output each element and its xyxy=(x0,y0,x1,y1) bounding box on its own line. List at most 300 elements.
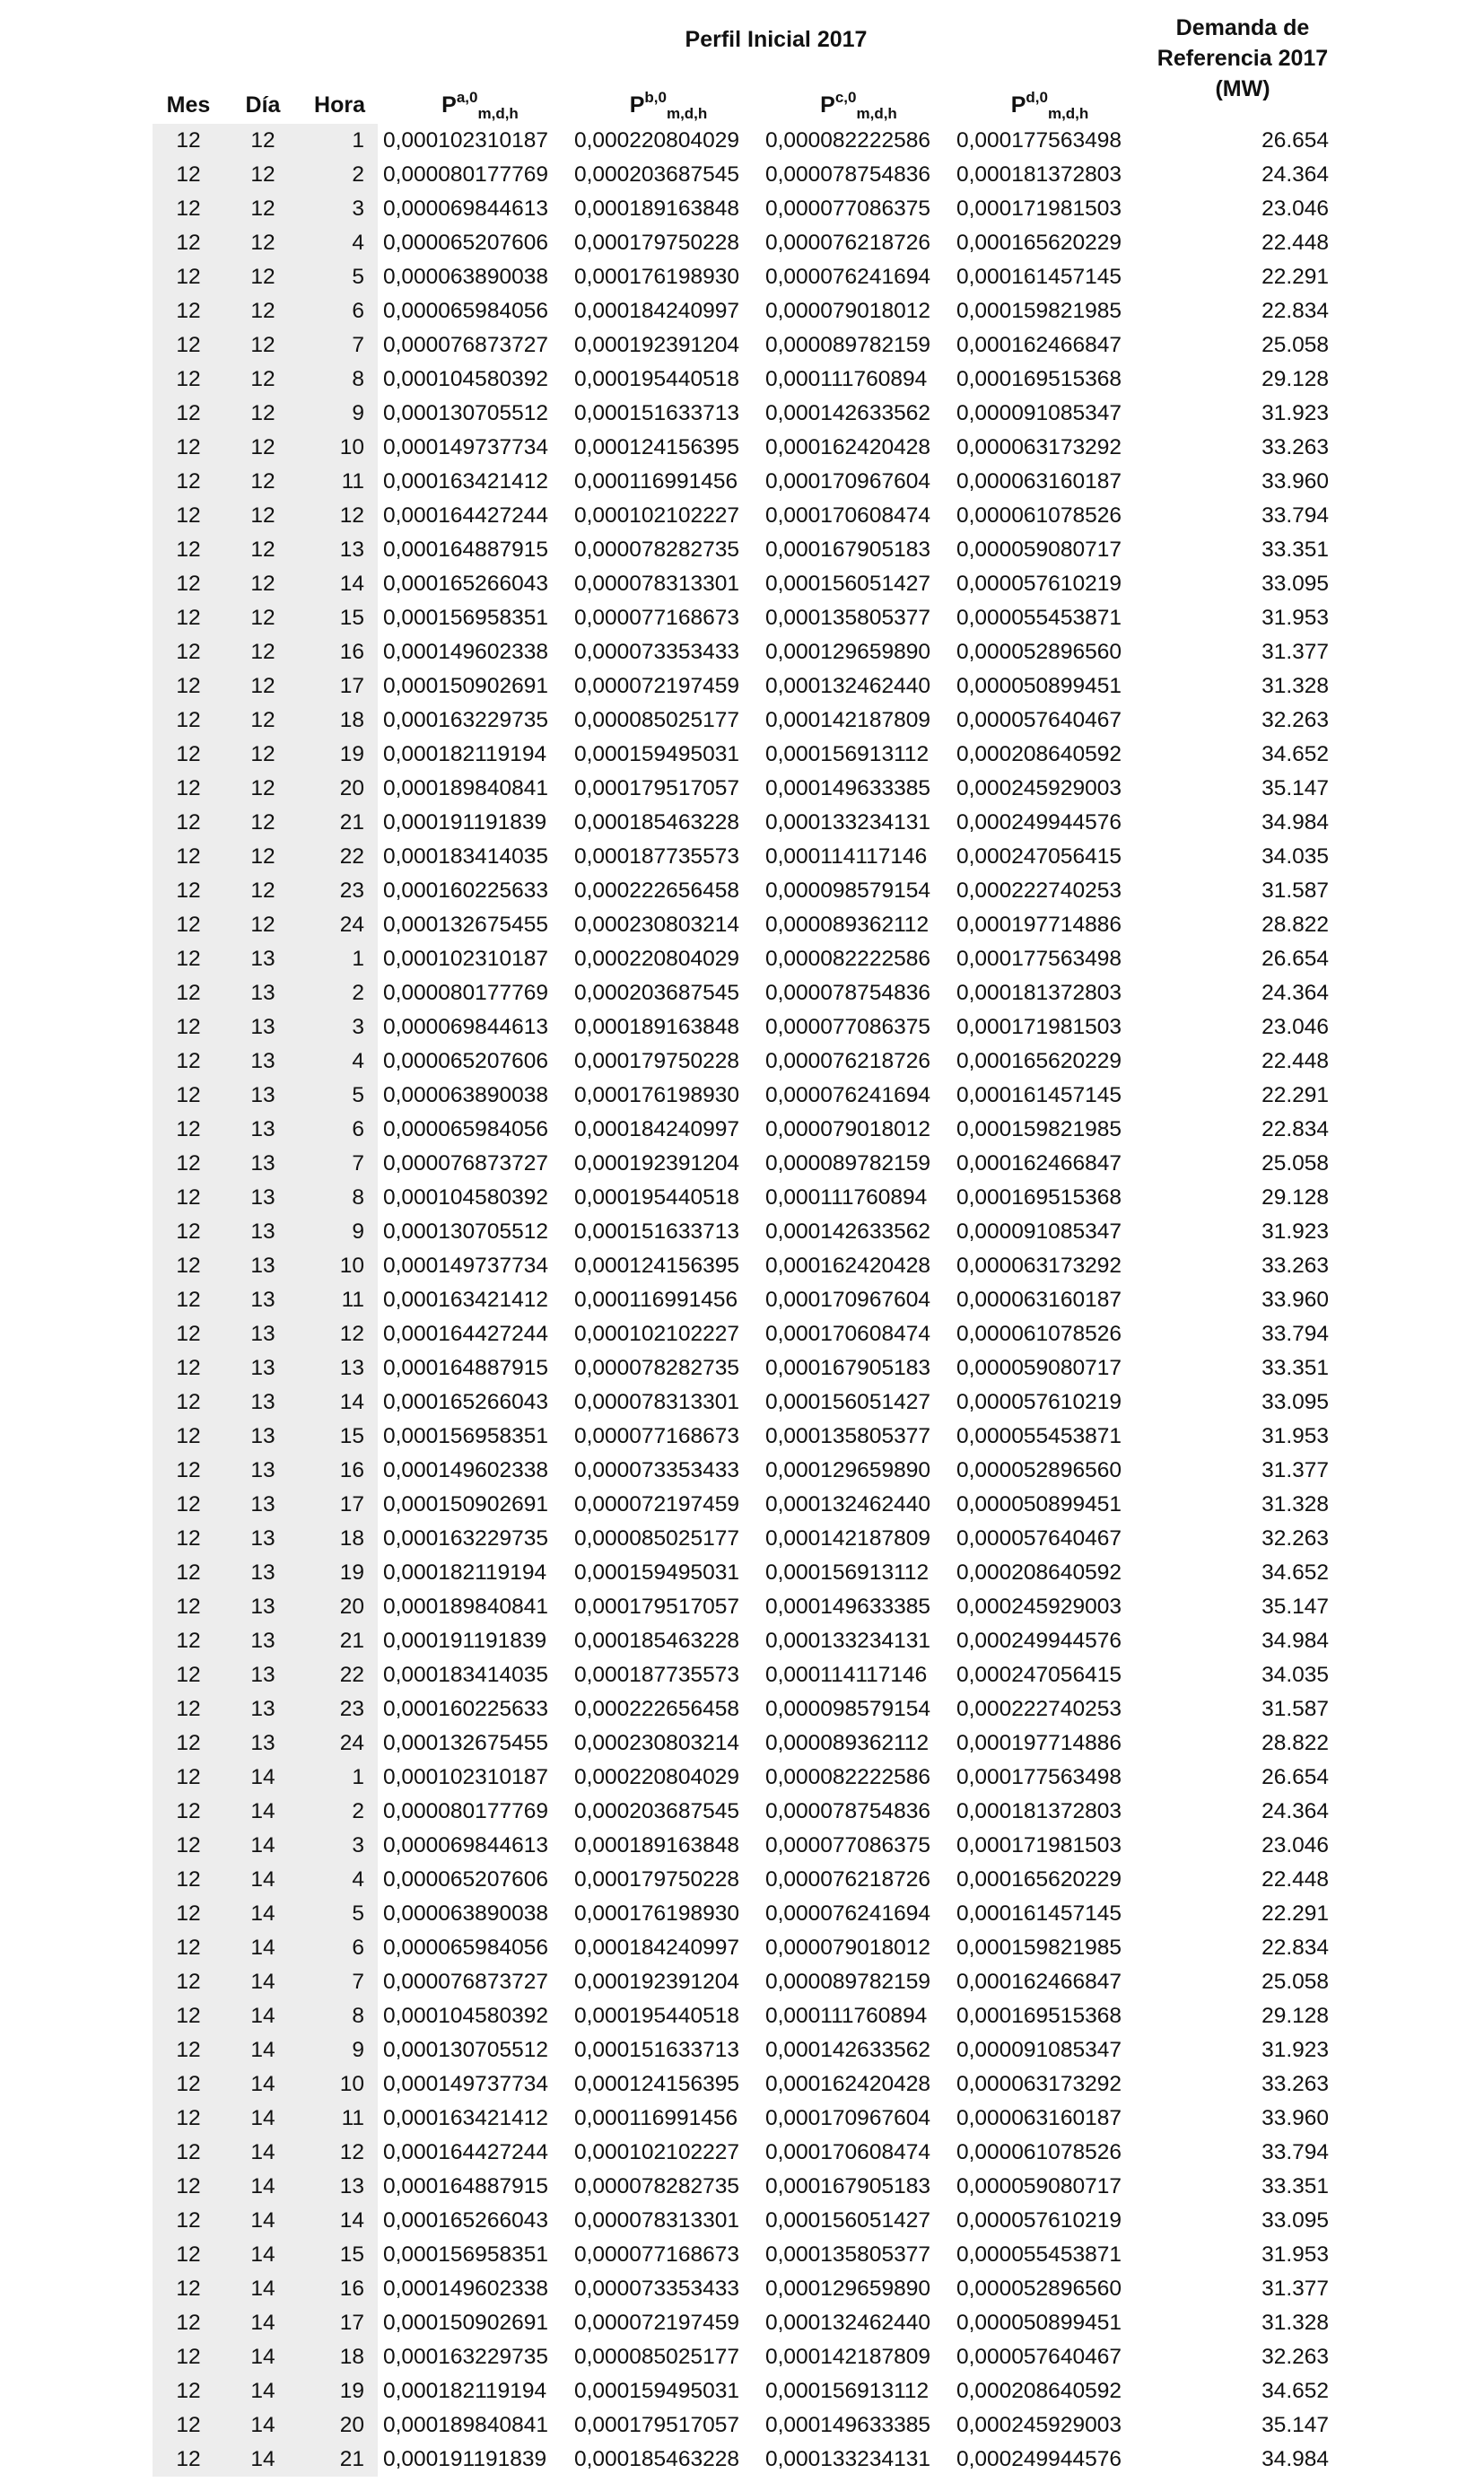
table-row xyxy=(0,158,1484,192)
header-pc-sup: c,0 xyxy=(834,89,857,106)
cell-pa: 0,000149737734 xyxy=(383,435,548,459)
table-row xyxy=(0,226,1484,260)
cell-pb: 0,000189163848 xyxy=(574,1833,739,1857)
cell-pc: 0,000167905183 xyxy=(765,538,930,562)
cell-demanda: 25.058 xyxy=(1261,1970,1329,1994)
header-hora: Hora xyxy=(314,92,365,118)
cell-hora: 20 xyxy=(339,1595,364,1619)
cell-pb: 0,000077168673 xyxy=(574,606,739,630)
cell-mes: 12 xyxy=(176,2174,201,2198)
cell-dia: 12 xyxy=(250,265,275,289)
cell-pd: 0,000245929003 xyxy=(956,2413,1122,2437)
cell-pc: 0,000076218726 xyxy=(765,231,930,255)
cell-dia: 12 xyxy=(250,708,275,732)
table-row xyxy=(0,1829,1484,1863)
cell-mes: 12 xyxy=(176,776,201,800)
cell-hora: 23 xyxy=(339,1697,364,1721)
cell-dia: 13 xyxy=(250,947,275,971)
table-row xyxy=(0,1283,1484,1317)
cell-mes: 12 xyxy=(176,2345,201,2369)
cell-dia: 13 xyxy=(250,1015,275,1039)
cell-pa: 0,000164427244 xyxy=(383,503,548,528)
cell-hora: 19 xyxy=(339,2379,364,2403)
cell-pa: 0,000065207606 xyxy=(383,1049,548,1073)
cell-pc: 0,000156913112 xyxy=(765,2379,930,2403)
cell-pc: 0,000129659890 xyxy=(765,2277,930,2301)
cell-pd: 0,000181372803 xyxy=(956,981,1122,1005)
cell-pc: 0,000079018012 xyxy=(765,1117,930,1141)
cell-pa: 0,000156958351 xyxy=(383,2242,548,2267)
table-row xyxy=(0,1658,1484,1692)
cell-pd: 0,000063173292 xyxy=(956,435,1122,459)
cell-demanda: 23.046 xyxy=(1261,197,1329,221)
cell-hora: 18 xyxy=(339,708,364,732)
cell-pa: 0,000191191839 xyxy=(383,1629,547,1653)
cell-pc: 0,000076241694 xyxy=(765,1901,930,1926)
cell-pa: 0,000165266043 xyxy=(383,1390,548,1414)
cell-dia: 12 xyxy=(250,606,275,630)
table-row xyxy=(0,1351,1484,1385)
cell-mes: 12 xyxy=(176,2004,201,2028)
cell-demanda: 33.351 xyxy=(1261,2174,1329,2198)
cell-pb: 0,000159495031 xyxy=(574,1560,739,1585)
cell-dia: 13 xyxy=(250,1288,275,1312)
table-row xyxy=(0,499,1484,533)
cell-dia: 12 xyxy=(250,197,275,221)
cell-pd: 0,000249944576 xyxy=(956,2447,1122,2471)
cell-pb: 0,000187735573 xyxy=(574,844,739,869)
cell-pd: 0,000061078526 xyxy=(956,1322,1122,1346)
table-row xyxy=(0,431,1484,465)
cell-pb: 0,000179750228 xyxy=(574,231,739,255)
cell-hora: 13 xyxy=(339,2174,364,2198)
cell-dia: 13 xyxy=(250,1219,275,1244)
table-row xyxy=(0,2033,1484,2067)
cell-pb: 0,000179517057 xyxy=(574,2413,739,2437)
header-pd-sub: m,d,h xyxy=(1047,105,1089,122)
cell-mes: 12 xyxy=(176,1151,201,1176)
cell-pb: 0,000189163848 xyxy=(574,197,739,221)
table-row xyxy=(0,738,1484,772)
cell-hora: 18 xyxy=(339,1526,364,1551)
cell-demanda: 34.652 xyxy=(1261,1560,1329,1585)
table-row xyxy=(0,2136,1484,2170)
header-pa xyxy=(395,90,565,123)
cell-pb: 0,000176198930 xyxy=(574,1901,739,1926)
cell-pd: 0,000162466847 xyxy=(956,1970,1122,1994)
cell-pb: 0,000073353433 xyxy=(574,1458,739,1482)
cell-pd: 0,000159821985 xyxy=(956,1936,1122,1960)
cell-hora: 19 xyxy=(339,742,364,766)
cell-dia: 12 xyxy=(250,810,275,835)
cell-pd: 0,000197714886 xyxy=(956,1731,1122,1755)
cell-demanda: 35.147 xyxy=(1261,2413,1329,2437)
cell-demanda: 33.351 xyxy=(1261,538,1329,562)
cell-pc: 0,000135805377 xyxy=(765,1424,930,1448)
cell-hora: 5 xyxy=(352,1901,364,1926)
cell-pc: 0,000076218726 xyxy=(765,1867,930,1892)
cell-mes: 12 xyxy=(176,2038,201,2062)
cell-pb: 0,000179750228 xyxy=(574,1867,739,1892)
cell-hora: 24 xyxy=(339,913,364,937)
cell-mes: 12 xyxy=(176,674,201,698)
cell-pc: 0,000077086375 xyxy=(765,1015,930,1039)
cell-pb: 0,000077168673 xyxy=(574,2242,739,2267)
cell-hora: 22 xyxy=(339,844,364,869)
cell-mes: 12 xyxy=(176,1322,201,1346)
cell-pd: 0,000165620229 xyxy=(956,1049,1122,1073)
cell-mes: 12 xyxy=(176,606,201,630)
cell-mes: 12 xyxy=(176,708,201,732)
cell-pa: 0,000065984056 xyxy=(383,1117,548,1141)
cell-hora: 11 xyxy=(341,2106,364,2130)
cell-demanda: 31.953 xyxy=(1261,1424,1329,1448)
cell-hora: 14 xyxy=(339,572,364,596)
cell-pc: 0,000162420428 xyxy=(765,435,930,459)
cell-demanda: 33.263 xyxy=(1261,2072,1329,2096)
cell-pc: 0,000142187809 xyxy=(765,708,930,732)
cell-hora: 3 xyxy=(352,197,364,221)
cell-demanda: 31.328 xyxy=(1261,2311,1329,2335)
cell-hora: 4 xyxy=(352,1049,364,1073)
cell-hora: 10 xyxy=(339,435,364,459)
header-pa-base: P xyxy=(441,92,457,118)
cell-hora: 16 xyxy=(339,640,364,664)
table-row xyxy=(0,192,1484,226)
cell-mes: 12 xyxy=(176,1560,201,1585)
cell-pc: 0,000132462440 xyxy=(765,1492,930,1516)
cell-mes: 12 xyxy=(176,1219,201,1244)
cell-dia: 13 xyxy=(250,1083,275,1107)
cell-hora: 16 xyxy=(339,1458,364,1482)
table-row xyxy=(0,1726,1484,1761)
cell-pa: 0,000164887915 xyxy=(383,1356,548,1380)
cell-demanda: 33.095 xyxy=(1261,1390,1329,1414)
cell-dia: 14 xyxy=(250,1799,275,1823)
cell-mes: 12 xyxy=(176,1390,201,1414)
cell-mes: 12 xyxy=(176,503,201,528)
cell-hora: 13 xyxy=(339,1356,364,1380)
cell-pc: 0,000156051427 xyxy=(765,2208,930,2233)
cell-mes: 12 xyxy=(176,1424,201,1448)
cell-pb: 0,000085025177 xyxy=(574,1526,739,1551)
cell-pc: 0,000170967604 xyxy=(765,469,930,494)
table-row xyxy=(0,2340,1484,2374)
cell-dia: 14 xyxy=(250,2447,275,2471)
cell-pd: 0,000181372803 xyxy=(956,1799,1122,1823)
cell-pd: 0,000177563498 xyxy=(956,128,1122,153)
cell-pc: 0,000114117146 xyxy=(765,1663,928,1687)
cell-pa: 0,000104580392 xyxy=(383,1185,548,1210)
cell-pb: 0,000078313301 xyxy=(574,1390,739,1414)
table-row xyxy=(0,1522,1484,1556)
table-row xyxy=(0,874,1484,908)
cell-mes: 12 xyxy=(176,2413,201,2437)
cell-pb: 0,000102102227 xyxy=(574,2140,739,2164)
cell-mes: 12 xyxy=(176,1288,201,1312)
cell-hora: 17 xyxy=(339,674,364,698)
cell-hora: 18 xyxy=(339,2345,364,2369)
cell-hora: 8 xyxy=(352,367,364,391)
cell-pd: 0,000063173292 xyxy=(956,2072,1122,2096)
header-pc-base: P xyxy=(820,92,835,118)
cell-pc: 0,000078754836 xyxy=(765,162,930,187)
cell-pd: 0,000059080717 xyxy=(956,1356,1122,1380)
cell-pd: 0,000222740253 xyxy=(956,1697,1122,1721)
cell-dia: 14 xyxy=(250,2072,275,2096)
cell-demanda: 33.960 xyxy=(1261,2106,1329,2130)
cell-pc: 0,000111760894 xyxy=(765,367,928,391)
cell-demanda: 33.263 xyxy=(1261,435,1329,459)
cell-pd: 0,000057610219 xyxy=(956,2208,1122,2233)
cell-hora: 12 xyxy=(339,503,364,528)
cell-mes: 12 xyxy=(176,333,201,357)
cell-mes: 12 xyxy=(176,1458,201,1482)
cell-mes: 12 xyxy=(176,878,201,903)
header-pc xyxy=(773,90,944,123)
cell-dia: 14 xyxy=(250,1765,275,1789)
cell-pb: 0,000085025177 xyxy=(574,708,739,732)
cell-pa: 0,000164887915 xyxy=(383,538,548,562)
cell-pc: 0,000082222586 xyxy=(765,1765,930,1789)
header-demanda-line1: Demanda de xyxy=(1175,15,1310,40)
table-row xyxy=(0,635,1484,669)
cell-mes: 12 xyxy=(176,162,201,187)
header-pb xyxy=(583,90,754,123)
cell-pd: 0,000050899451 xyxy=(956,1492,1122,1516)
cell-mes: 12 xyxy=(176,197,201,221)
cell-dia: 14 xyxy=(250,2345,275,2369)
cell-pc: 0,000170608474 xyxy=(765,503,930,528)
cell-pb: 0,000102102227 xyxy=(574,503,739,528)
table-row xyxy=(0,704,1484,738)
cell-hora: 9 xyxy=(352,401,364,425)
cell-hora: 15 xyxy=(339,2242,364,2267)
cell-pc: 0,000162420428 xyxy=(765,2072,930,2096)
cell-pd: 0,000171981503 xyxy=(956,1833,1122,1857)
cell-demanda: 33.960 xyxy=(1261,1288,1329,1312)
cell-pc: 0,000078754836 xyxy=(765,1799,930,1823)
cell-demanda: 35.147 xyxy=(1261,1595,1329,1619)
cell-mes: 12 xyxy=(176,1697,201,1721)
table-row xyxy=(0,1113,1484,1147)
cell-hora: 6 xyxy=(352,1117,364,1141)
cell-pc: 0,000142187809 xyxy=(765,1526,930,1551)
cell-mes: 12 xyxy=(176,2277,201,2301)
cell-mes: 12 xyxy=(176,1083,201,1107)
cell-pc: 0,000098579154 xyxy=(765,878,930,903)
cell-mes: 12 xyxy=(176,1254,201,1278)
cell-mes: 12 xyxy=(176,742,201,766)
cell-pc: 0,000133234131 xyxy=(765,2447,930,2471)
cell-pc: 0,000076241694 xyxy=(765,265,930,289)
table-row xyxy=(0,1044,1484,1079)
cell-demanda: 31.953 xyxy=(1261,606,1329,630)
table-row xyxy=(0,908,1484,942)
cell-mes: 12 xyxy=(176,640,201,664)
cell-demanda: 31.328 xyxy=(1261,1492,1329,1516)
cell-demanda: 22.291 xyxy=(1261,265,1329,289)
cell-pc: 0,000170967604 xyxy=(765,2106,930,2130)
cell-dia: 14 xyxy=(250,2413,275,2437)
cell-mes: 12 xyxy=(176,1799,201,1823)
cell-hora: 7 xyxy=(352,1151,364,1176)
header-pa-sub: m,d,h xyxy=(477,105,519,122)
cell-pc: 0,000167905183 xyxy=(765,2174,930,2198)
cell-demanda: 34.984 xyxy=(1261,810,1329,835)
cell-pb: 0,000179517057 xyxy=(574,1595,739,1619)
table-row xyxy=(0,1624,1484,1658)
cell-pb: 0,000078313301 xyxy=(574,572,739,596)
cell-pb: 0,000203687545 xyxy=(574,1799,739,1823)
cell-demanda: 33.263 xyxy=(1261,1254,1329,1278)
cell-dia: 12 xyxy=(250,640,275,664)
cell-hora: 7 xyxy=(352,333,364,357)
cell-pc: 0,000156051427 xyxy=(765,1390,930,1414)
cell-pd: 0,000052896560 xyxy=(956,640,1122,664)
cell-pa: 0,000132675455 xyxy=(383,913,548,937)
cell-dia: 13 xyxy=(250,1424,275,1448)
cell-hora: 14 xyxy=(339,2208,364,2233)
cell-hora: 7 xyxy=(352,1970,364,1994)
cell-pd: 0,000161457145 xyxy=(956,265,1122,289)
cell-dia: 12 xyxy=(250,435,275,459)
cell-demanda: 34.652 xyxy=(1261,2379,1329,2403)
cell-pb: 0,000220804029 xyxy=(574,947,739,971)
cell-hora: 20 xyxy=(339,776,364,800)
table-row xyxy=(0,1249,1484,1283)
cell-pc: 0,000149633385 xyxy=(765,776,930,800)
table-row xyxy=(0,1590,1484,1624)
cell-pd: 0,000063160187 xyxy=(956,469,1122,494)
cell-dia: 13 xyxy=(250,1254,275,1278)
cell-mes: 12 xyxy=(176,1049,201,1073)
cell-pd: 0,000169515368 xyxy=(956,1185,1122,1210)
table-row xyxy=(0,1897,1484,1931)
header-pd xyxy=(965,90,1135,123)
cell-pd: 0,000057610219 xyxy=(956,1390,1122,1414)
cell-pa: 0,000130705512 xyxy=(383,2038,548,2062)
cell-hora: 15 xyxy=(339,1424,364,1448)
cell-hora: 5 xyxy=(352,1083,364,1107)
cell-pc: 0,000129659890 xyxy=(765,1458,930,1482)
cell-pa: 0,000182119194 xyxy=(383,2379,547,2403)
cell-hora: 21 xyxy=(339,810,364,835)
cell-dia: 13 xyxy=(250,1185,275,1210)
cell-pa: 0,000191191839 xyxy=(383,2447,547,2471)
table-row xyxy=(0,567,1484,601)
cell-demanda: 33.794 xyxy=(1261,503,1329,528)
cell-demanda: 31.953 xyxy=(1261,2242,1329,2267)
cell-hora: 17 xyxy=(339,1492,364,1516)
cell-mes: 12 xyxy=(176,810,201,835)
cell-pa: 0,000102310187 xyxy=(383,947,548,971)
cell-dia: 12 xyxy=(250,878,275,903)
cell-hora: 4 xyxy=(352,231,364,255)
cell-pc: 0,000149633385 xyxy=(765,2413,930,2437)
cell-pa: 0,000069844613 xyxy=(383,1015,548,1039)
cell-dia: 12 xyxy=(250,469,275,494)
cell-dia: 13 xyxy=(250,1356,275,1380)
cell-pc: 0,000129659890 xyxy=(765,640,930,664)
table-row xyxy=(0,1317,1484,1351)
cell-dia: 14 xyxy=(250,2174,275,2198)
cell-pd: 0,000171981503 xyxy=(956,1015,1122,1039)
cell-pc: 0,000142633562 xyxy=(765,1219,930,1244)
cell-pb: 0,000222656458 xyxy=(574,1697,739,1721)
table-row xyxy=(0,260,1484,294)
cell-pc: 0,000132462440 xyxy=(765,2311,930,2335)
cell-pd: 0,000161457145 xyxy=(956,1083,1122,1107)
cell-pc: 0,000089782159 xyxy=(765,1970,930,1994)
table-row xyxy=(0,1079,1484,1113)
cell-demanda: 34.652 xyxy=(1261,742,1329,766)
cell-mes: 12 xyxy=(176,1663,201,1687)
table-row xyxy=(0,2238,1484,2272)
cell-pd: 0,000063160187 xyxy=(956,1288,1122,1312)
cell-mes: 12 xyxy=(176,1015,201,1039)
cell-pd: 0,000171981503 xyxy=(956,197,1122,221)
cell-hora: 9 xyxy=(352,2038,364,2062)
cell-pa: 0,000063890038 xyxy=(383,1083,548,1107)
cell-pb: 0,000222656458 xyxy=(574,878,739,903)
cell-pb: 0,000184240997 xyxy=(574,299,739,323)
cell-pc: 0,000082222586 xyxy=(765,947,930,971)
cell-mes: 12 xyxy=(176,2311,201,2335)
table-row xyxy=(0,1556,1484,1590)
cell-demanda: 22.834 xyxy=(1261,299,1329,323)
cell-pa: 0,000065984056 xyxy=(383,1936,548,1960)
cell-pb: 0,000124156395 xyxy=(574,1254,739,1278)
cell-mes: 12 xyxy=(176,231,201,255)
cell-mes: 12 xyxy=(176,913,201,937)
cell-dia: 13 xyxy=(250,1629,275,1653)
cell-pa: 0,000164427244 xyxy=(383,1322,548,1346)
cell-pd: 0,000208640592 xyxy=(956,2379,1122,2403)
cell-mes: 12 xyxy=(176,1185,201,1210)
cell-hora: 5 xyxy=(352,265,364,289)
cell-dia: 12 xyxy=(250,844,275,869)
header-pd-base: P xyxy=(1010,92,1026,118)
cell-hora: 20 xyxy=(339,2413,364,2437)
cell-demanda: 25.058 xyxy=(1261,333,1329,357)
cell-pd: 0,000052896560 xyxy=(956,2277,1122,2301)
table-row xyxy=(0,328,1484,363)
cell-pc: 0,000142633562 xyxy=(765,401,930,425)
cell-pb: 0,000203687545 xyxy=(574,162,739,187)
cell-pd: 0,000057610219 xyxy=(956,572,1122,596)
cell-pa: 0,000076873727 xyxy=(383,1151,548,1176)
cell-hora: 1 xyxy=(352,1765,364,1789)
cell-hora: 12 xyxy=(339,2140,364,2164)
cell-pb: 0,000072197459 xyxy=(574,674,739,698)
header-mes: Mes xyxy=(166,92,211,118)
cell-dia: 12 xyxy=(250,162,275,187)
cell-demanda: 22.834 xyxy=(1261,1936,1329,1960)
cell-mes: 12 xyxy=(176,265,201,289)
cell-pc: 0,000089782159 xyxy=(765,1151,930,1176)
cell-pa: 0,000149602338 xyxy=(383,1458,548,1482)
cell-pd: 0,000197714886 xyxy=(956,913,1122,937)
cell-hora: 10 xyxy=(339,2072,364,2096)
cell-pa: 0,000065207606 xyxy=(383,231,548,255)
cell-pa: 0,000080177769 xyxy=(383,1799,548,1823)
cell-pa: 0,000183414035 xyxy=(383,1663,548,1687)
cell-pb: 0,000124156395 xyxy=(574,2072,739,2096)
cell-dia: 12 xyxy=(250,401,275,425)
cell-demanda: 34.984 xyxy=(1261,2447,1329,2471)
cell-demanda: 33.095 xyxy=(1261,572,1329,596)
